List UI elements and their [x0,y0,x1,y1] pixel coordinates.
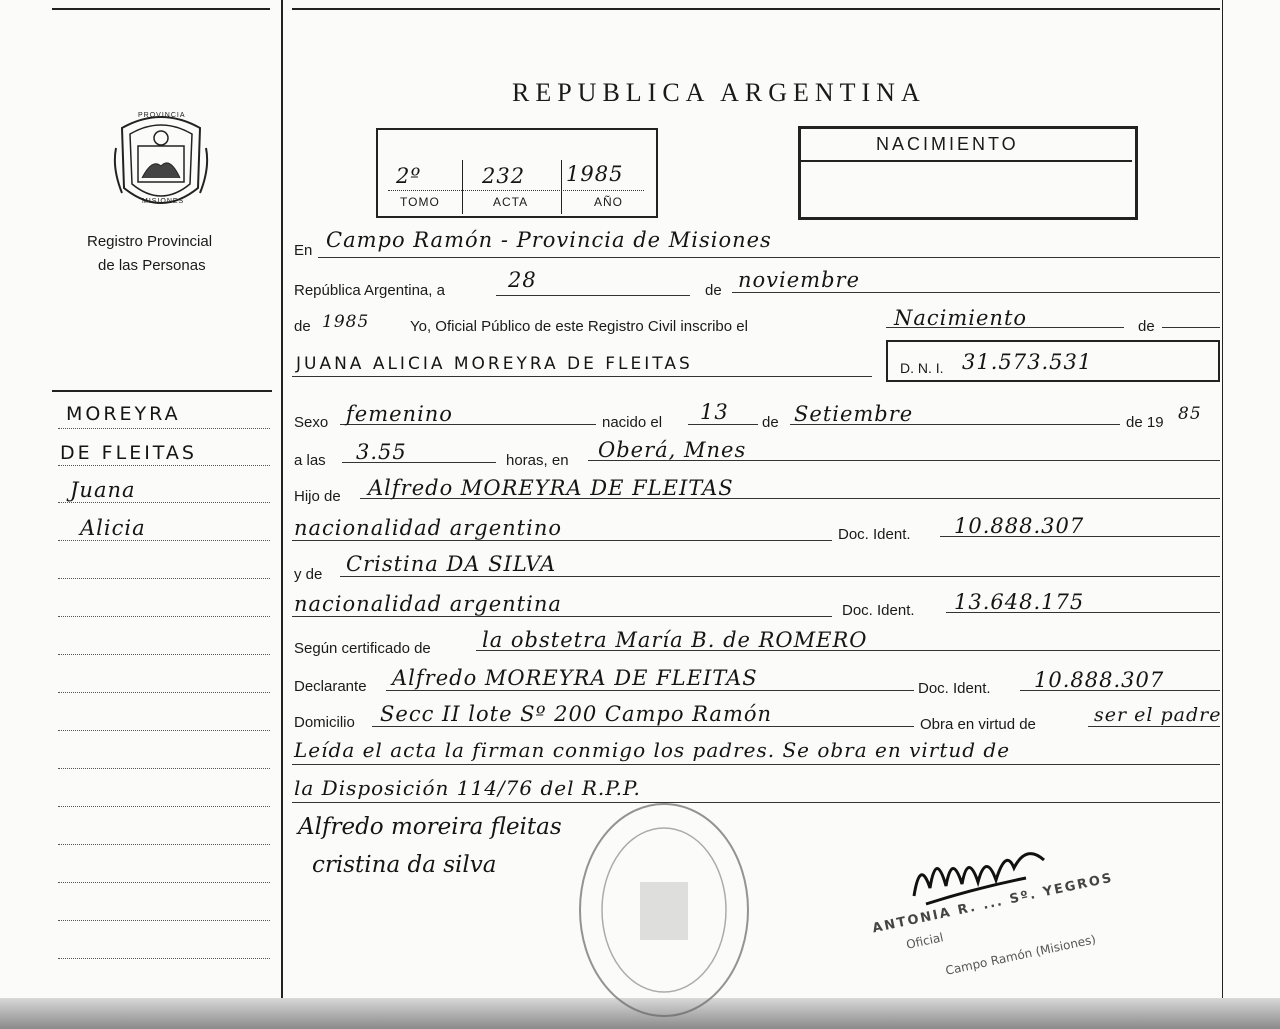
domicilio-value: Secc II lote Sº 200 Campo Ramón [380,702,773,726]
birth-day: 13 [700,400,729,424]
official-round-seal [574,800,754,1020]
margin-dots [58,616,270,617]
registry-name-line2: de las Personas [98,257,206,274]
obra-value: ser el padre [1094,704,1222,726]
margin-dots [58,654,270,655]
yo-text: Yo, Oficial Público de este Registro Civil inscribo el [410,318,748,335]
tomo-value: 2º [396,164,422,188]
father-name: Alfredo MOREYRA DE FLEITAS [368,476,734,500]
de-label-3: de [762,414,779,431]
record-box-divider-1 [462,160,463,214]
declarant-line [386,690,914,691]
official-stamp-line-2: Campo Ramón (Misiones) [944,932,1098,978]
de-year-label: de [294,318,311,335]
margin-dots [58,578,270,579]
domicilio-line [372,726,914,727]
note-line-1 [292,764,1220,765]
note-text-1: Leída el acta la firman conmigo los padres. Se obra en virtud de [294,738,1011,762]
birth-year-suffix: 85 [1178,404,1202,424]
en-label: En [294,242,313,259]
margin-dots [58,540,270,541]
column-divider [281,0,283,1000]
person-name-line [292,376,872,377]
declarant-doc: 10.888.307 [1034,668,1165,692]
segun-label: Según certificado de [294,640,431,657]
father-doc: 10.888.307 [954,514,1085,538]
de-label: de [705,282,722,299]
month-value: noviembre [738,268,860,292]
sexo-label: Sexo [294,414,329,431]
ano-label: AÑO [594,195,624,209]
dni-label: D. N. I. [900,360,944,376]
margin-given-2: Alicia [80,516,146,540]
birth-time: 3.55 [356,440,407,464]
republica-label: República Argentina, a [294,282,445,299]
horas-label: horas, en [506,452,569,469]
margin-dots [58,958,270,959]
top-rule-left [52,8,270,10]
country-title: REPUBLICA ARGENTINA [512,78,926,107]
note-text-2: la Disposición 114/76 del R.P.P. [294,776,641,800]
note-line-2 [292,802,1220,803]
de-year-label-2: de 19 [1126,414,1164,431]
margin-given-1: Juana [70,478,136,502]
place-value: Campo Ramón - Provincia de Misiones [326,228,772,252]
a-las-label: a las [294,452,326,469]
hijo-label: Hijo de [294,488,341,505]
margin-dots [58,428,270,429]
de-line [1162,327,1220,328]
margin-dots [58,806,270,807]
obra-label: Obra en virtud de [920,716,1036,733]
month-line [732,292,1220,293]
place-line [318,257,1220,258]
margin-dots [58,768,270,769]
official-stamp-line-1: Oficial [904,930,945,952]
acta-value: 232 [482,164,526,188]
nac2-value: nacionalidad argentina [294,592,562,616]
doc-label-3: Doc. Ident. [918,680,991,697]
margin-rule [52,390,272,392]
tomo-label: TOMO [400,195,440,209]
signature-mother: cristina da silva [312,852,497,878]
margin-dots [58,465,270,466]
margin-dots [58,692,270,693]
record-type-rule [801,160,1132,162]
day-value: 28 [508,268,537,292]
birth-month: Setiembre [794,402,914,426]
margin-dots [58,844,270,845]
right-border [1222,0,1223,1000]
margin-dots [58,502,270,503]
domicilio-label: Domicilio [294,714,355,731]
margin-surname-2: DE FLEITAS [60,442,197,464]
mother-name: Cristina DA SILVA [346,552,557,576]
record-type-title: NACIMIENTO [876,134,1019,154]
birth-place: Oberá, Mnes [598,438,747,462]
obra-line [1088,726,1220,727]
mother-name-line [340,576,1220,577]
nac1-value: nacionalidad argentino [294,516,563,540]
record-box-divider-2 [561,160,562,214]
doc-label-2: Doc. Ident. [842,602,915,619]
certificate-value: la obstetra María B. de ROMERO [482,628,868,652]
emblem-top-text: PROVINCIA [138,112,186,119]
margin-dots [58,730,270,731]
de-label-2: de [1138,318,1155,335]
nac1-line [292,540,832,541]
dni-value: 31.573.531 [962,350,1093,374]
sexo-value: femenino [346,402,453,426]
day-line [496,295,690,296]
signature-father: Alfredo moreira fleitas [298,814,562,840]
margin-dots [58,882,270,883]
record-box-rule [388,190,644,191]
mother-doc: 13.648.175 [954,590,1085,614]
declarante-label: Declarante [294,678,367,695]
act-type-value: Nacimiento [894,306,1028,330]
margin-dots [58,920,270,921]
doc-label-1: Doc. Ident. [838,526,911,543]
margin-surname-1: MOREYRA [66,403,181,425]
y-de-label: y de [294,566,323,583]
ano-value: 1985 [566,162,624,186]
registry-name-line1: Registro Provincial [87,233,213,250]
year-value: 1985 [322,312,370,332]
declarant-value: Alfredo MOREYRA DE FLEITAS [392,666,758,690]
nac2-line [292,616,832,617]
official-stamp-name: ANTONIA R. ... Sº. YEGROS [871,870,1115,937]
nacido-label: nacido el [602,414,663,431]
emblem-bottom-text: MISIONES [142,198,185,205]
person-name: JUANA ALICIA MOREYRA DE FLEITAS [296,354,693,374]
top-rule-right [292,8,1220,10]
acta-label: ACTA [493,195,529,209]
province-emblem [112,108,210,218]
birth-day-line [688,424,758,425]
